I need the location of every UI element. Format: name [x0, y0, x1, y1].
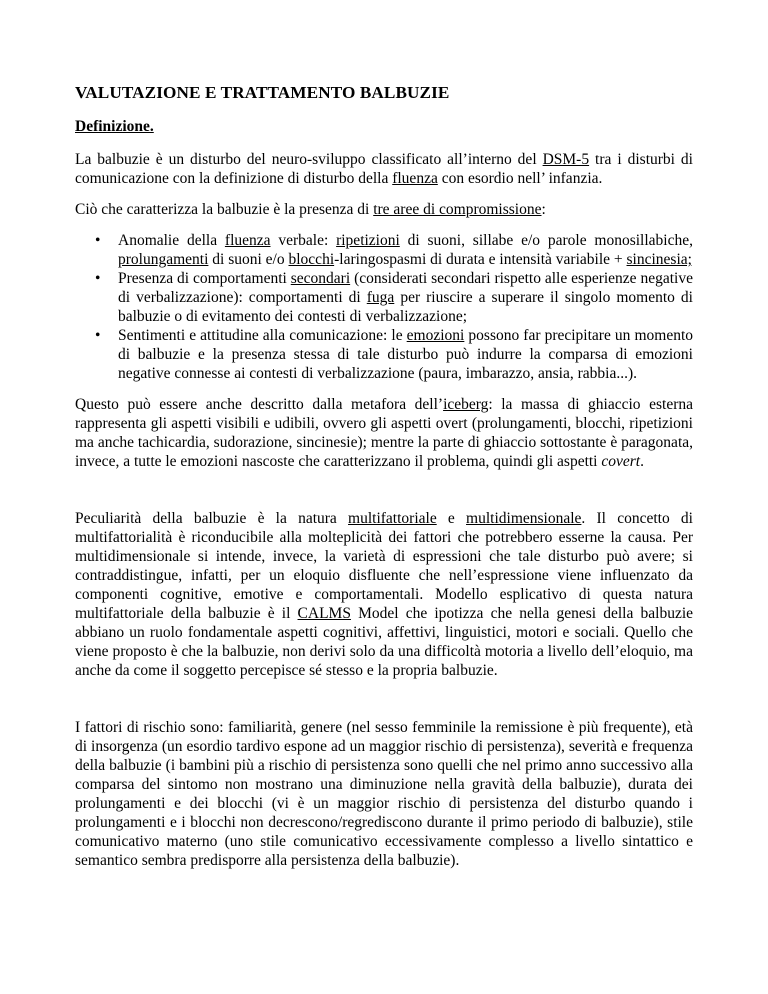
- list-item: [75, 326, 693, 383]
- document-title: VALUTAZIONE E TRATTAMENTO BALBUZIE: [75, 83, 450, 102]
- text: :: [541, 201, 546, 218]
- term-dsm5: DSM-5: [542, 151, 590, 168]
- bullet-list-aree: [75, 231, 693, 383]
- term-multidimensionale: multidimensionale: [466, 510, 582, 527]
- paragraph-peculiarita: [75, 509, 693, 680]
- text: Ciò che caratterizza la balbuzie è la presenza di: [75, 201, 374, 218]
- text: -laringospasmi di durata e intensità variabile +: [334, 251, 627, 268]
- text: Peculiarità della balbuzie è la natura: [75, 510, 349, 527]
- term-prolungamenti: prolungamenti: [118, 251, 209, 268]
- text: di suoni e/o: [208, 251, 289, 268]
- list-item: [75, 269, 693, 326]
- term-secondari: secondari: [290, 270, 351, 287]
- term-sincinesia: sincinesia;: [626, 251, 692, 268]
- paragraph-iceberg: [75, 395, 693, 471]
- bullet-icon: •: [95, 270, 101, 287]
- term-covert: covert: [601, 453, 641, 470]
- term-fluenza: fluenza: [392, 170, 438, 187]
- text: : la massa di ghiaccio esterna rappresenta gli aspetti visibili e udibili, ovvero gli aspetti overt (prolungamenti, blocchi, ripetizioni ma anche tachicardia, sudorazione, sincinesie); mentre la parte di ghiaccio sottostante è paragonata, invece, a tutte le emozioni nascoste che caratterizzano il problema, quindi gli aspetti: [75, 396, 694, 470]
- text: .: [640, 453, 644, 470]
- term-tre-aree: tre aree di compromissione: [373, 201, 542, 218]
- term-iceberg: iceberg: [443, 396, 489, 413]
- text: per riuscire a superare il singolo momento di balbuzie o di evitamento dei contesti di verbalizzazione;: [118, 289, 693, 325]
- text: tra i disturbi di comunicazione con la definizione di disturbo della: [75, 151, 693, 187]
- paragraph-fattori-rischio: I fattori di rischio sono: familiarità, genere (nel sesso femminile la remissione è più frequente), età di insorgenza (un esordio tardivo espone ad un maggior rischio di persistenza), severità e frequenza della balbuzie (i bambini più a rischio di persistenza sono quelli che nel primo anno successivo alla comparsa del sintomo non mostrano una diminuzione nella gravità della balbuzie), durata dei prolungamenti e dei blocchi (vi è un maggior rischio di persistenza del disturbo quando i prolungamenti e i blocchi non decrescono/regrediscono durante il primo periodo di balbuzie), stile comunicativo materno (uno stile comunicativo eccessivamente complesso a livello sintattico e semantico sembra predisporre alla persistenza della balbuzie).: [75, 719, 693, 869]
- text: La balbuzie è un disturbo del neuro-sviluppo classificato all’interno del: [75, 151, 543, 168]
- term-fluenza: fluenza: [224, 232, 271, 249]
- term-calms: CALMS: [297, 605, 351, 622]
- term-multifattoriale: multifattoriale: [348, 510, 437, 527]
- text: Sentimenti e attitudine alla comunicazione: le: [118, 327, 407, 344]
- text: con esordio nell’ infanzia.: [437, 170, 603, 187]
- text: e: [436, 510, 467, 527]
- text: verbale:: [270, 232, 337, 249]
- term-blocchi: blocchi: [288, 251, 335, 268]
- term-ripetizioni: ripetizioni: [336, 232, 400, 249]
- term-emozioni: emozioni: [406, 327, 465, 344]
- document-page: [75, 83, 693, 870]
- bullet-icon: •: [95, 327, 101, 344]
- paragraph-aree: [75, 200, 693, 219]
- paragraph-intro: [75, 150, 693, 188]
- text: Anomalie della: [118, 232, 225, 249]
- text: Model che ipotizza che nella genesi della balbuzie abbiano un ruolo fondamentale aspetti cognitivi, affettivi, linguistici, motori e sociali. Quello che viene proposto è che la balbuzie, non derivi solo da una difficoltà motoria a livello dell’eloquio, ma anche da come il soggetto percepisce sé stesso e la propria balbuzie.: [75, 605, 694, 679]
- text: Presenza di comportamenti: [118, 270, 291, 287]
- text: (considerati secondari rispetto alle esperienze negative di verbalizzazione): comportamenti di: [118, 270, 693, 306]
- text: Questo può essere anche descritto dalla metafora dell’: [75, 396, 444, 413]
- text: possono far precipitare un momento di balbuzie e la presenza stessa di tale disturbo può indurre la comparsa di emozioni negative connesse ai contesti di verbalizzazione (paura, imbarazzo, ansia, rabbia...).: [118, 327, 694, 382]
- section-heading-definizione: Definizione.: [75, 118, 154, 135]
- bullet-icon: •: [95, 232, 101, 249]
- text: . Il concetto di multifattorialità è riconducibile alla molteplicità dei fattori che potrebbero esserne la causa. Per multidimensionale si intende, invece, la varietà di espressioni che tale disturbo può avere; si contraddistingue, infatti, per un eloquio disfluente che nell’espressione viene influenzato da componenti cognitive, emotive e comportamentali. Modello esplicativo di questa natura multifattoriale della balbuzie è il: [75, 510, 693, 622]
- list-item: [75, 231, 693, 269]
- term-fuga: fuga: [366, 289, 395, 306]
- text: di suoni, sillabe e/o parole monosillabiche,: [399, 232, 693, 249]
